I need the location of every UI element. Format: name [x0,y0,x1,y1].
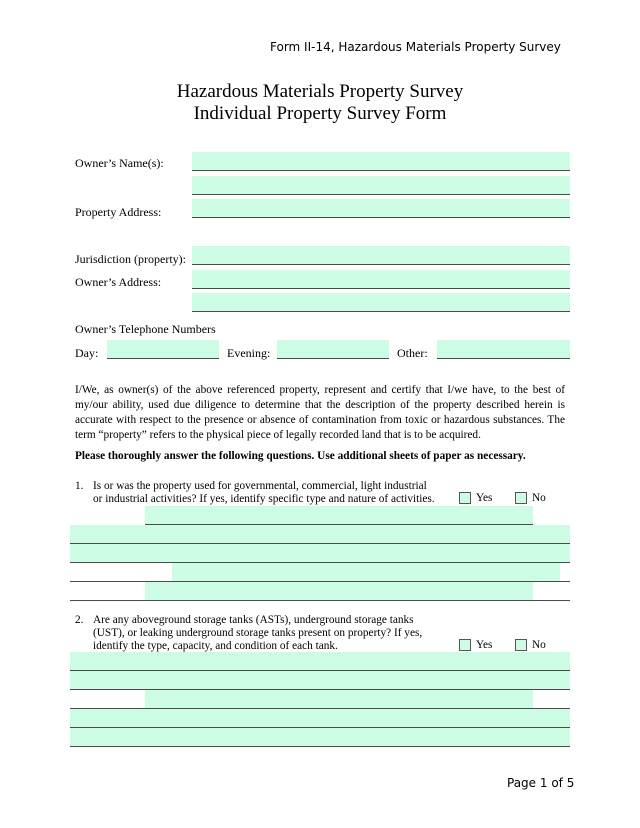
q1-answer-line-5[interactable] [70,582,570,601]
q1-answer-line-4-fill [172,563,560,581]
owner-address-field-2[interactable] [192,293,570,312]
page-number: Page 1 of 5 [507,776,575,790]
page-title: Hazardous Materials Property Survey [176,81,464,102]
q1-answer-line-5-fill [145,582,533,600]
q1-no-label: No [532,492,546,504]
q1-text-line2: or industrial activities? If yes, identify specific type and nature of activities. [93,493,435,505]
other-phone-field[interactable] [437,340,570,359]
q2-text-line2: (UST), or leaking underground storage tanks present on property? If yes, [93,627,423,639]
owner-name-label: Owner’s Name(s): [75,156,164,170]
q1-answer-line-3[interactable] [70,544,570,563]
form-id-header: Form II-14, Hazardous Materials Property Survey [270,40,561,54]
q2-yes-checkbox[interactable] [459,639,471,651]
evening-phone-field[interactable] [277,340,389,359]
q2-no-label: No [532,639,546,651]
instructions: Please thoroughly answer the following questions. Use additional sheets of paper as necessary. [75,450,526,462]
q1-text-line1: Is or was the property used for governmental, commercial, light industrial [93,480,427,492]
q2-no-checkbox[interactable] [515,639,527,651]
q2-answer-line-2[interactable] [70,671,570,690]
owner-name-field-1[interactable] [192,152,570,171]
other-label: Other: [397,346,428,360]
jurisdiction-field[interactable] [192,246,570,265]
property-address-label: Property Address: [75,205,162,219]
day-phone-field[interactable] [107,340,219,359]
q1-number: 1. [75,480,84,492]
day-label: Day: [75,346,99,360]
certification-paragraph: I/We, as owner(s) of the above referenced property, represent and certify that I/we have, to the best of my/our ability, used due diligence to determine that the description of the property described herein is accurate with respect to the presence or absence of contamination from toxic or hazardous substances. The term “property” refers to the physical piece of legally recorded land that is to be acquired. [75,384,565,441]
q2-text-line1: Are any aboveground storage tanks (ASTs), underground storage tanks [93,614,414,626]
q1-answer-line-2[interactable] [70,525,570,544]
telephone-heading: Owner’s Telephone Numbers [75,322,216,336]
q2-text-line3: identify the type, capacity, and condition of each tank. [93,640,338,652]
q1-yes-checkbox[interactable] [459,492,471,504]
evening-label: Evening: [227,346,271,360]
owner-address-label: Owner’s Address: [75,275,162,289]
property-address-field[interactable] [192,199,570,218]
owner-name-field-2[interactable] [192,176,570,195]
q2-answer-line-5[interactable] [70,728,570,747]
q1-no-checkbox[interactable] [515,492,527,504]
q2-answer-line-4[interactable] [70,709,570,728]
q1-yes-label: Yes [476,492,493,504]
q2-answer-line-1[interactable] [70,652,570,671]
q1-answer-line-4[interactable] [70,563,570,582]
q1-answer-line-1[interactable] [145,506,533,525]
page-subtitle: Individual Property Survey Form [193,103,447,124]
q2-answer-line-3[interactable] [70,690,570,709]
owner-address-field-1[interactable] [192,270,570,289]
jurisdiction-label: Jurisdiction (property): [75,252,186,266]
q2-yes-label: Yes [476,639,493,651]
q2-number: 2. [75,614,84,626]
q2-answer-line-3-fill [145,690,533,708]
